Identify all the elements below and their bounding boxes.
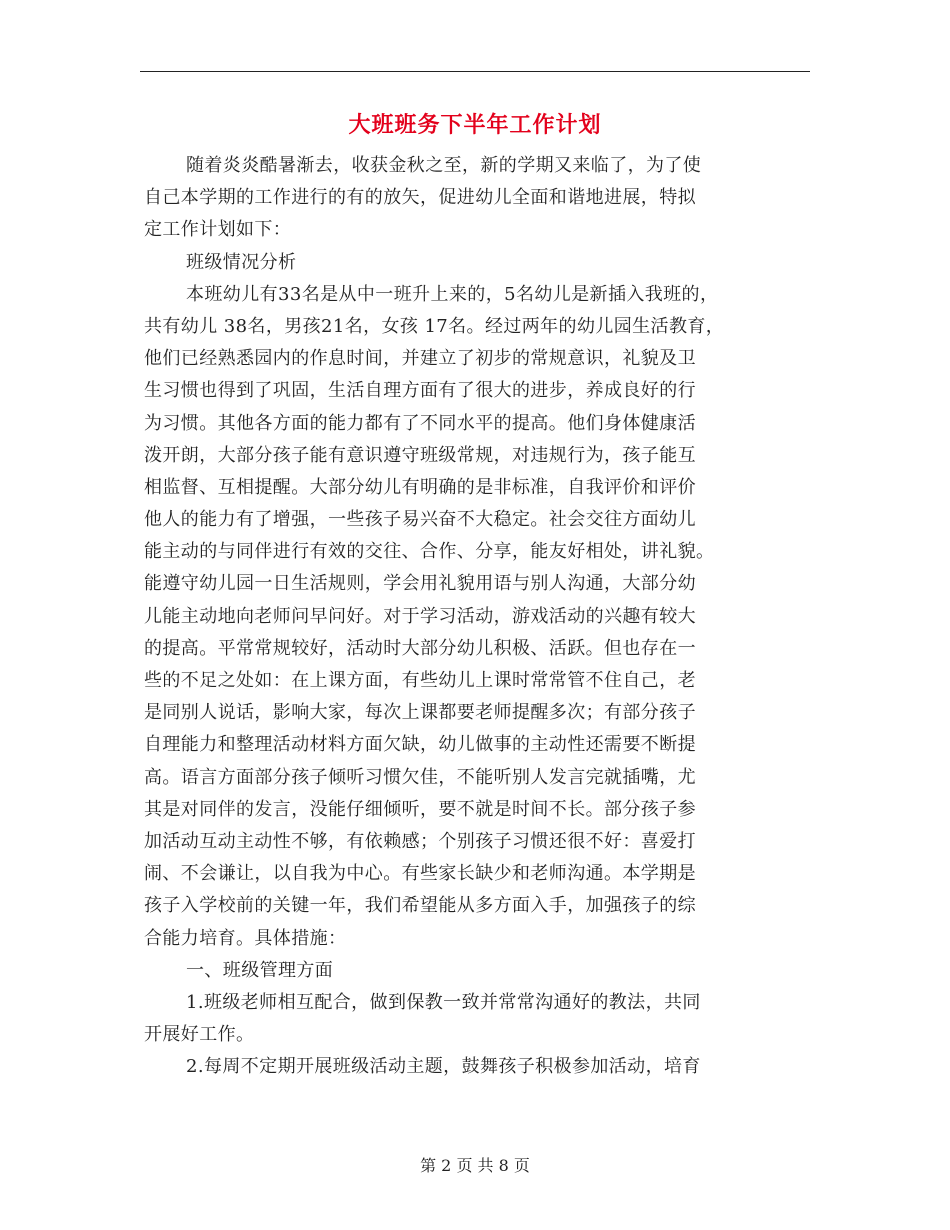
text-line: 的提高。平常常规较好，活动时大部分幼儿积极、活跃。但也存在一	[144, 637, 696, 659]
text-line: 2.每周不定期开展班级活动主题，鼓舞孩子积极参加活动，培育	[186, 1056, 701, 1078]
text-line: 泼开朗，大部分孩子能有意识遵守班级常规，对违规行为，孩子能互	[144, 444, 696, 466]
text-line: 班级情况分析	[186, 251, 297, 273]
text-line: 随着炎炎酷暑渐去，收获金秋之至，新的学期又来临了，为了使	[186, 155, 702, 176]
text-line: 为习惯。其他各方面的能力都有了不同水平的提高。他们身体健康活	[144, 412, 696, 434]
text-line: 生习惯也得到了巩固，生活自理方面有了很大的进步，养成良好的行	[144, 380, 696, 402]
text-line: 相监督、互相提醒。大部分幼儿有明确的是非标准，自我评价和评价	[144, 476, 696, 498]
text-line: 他人的能力有了增强，一些孩子易兴奋不大稳定。社会交往方面幼儿	[144, 509, 696, 531]
text-line: 高。语言方面部分孩子倾听习惯欠佳，不能听别人发言完就插嘴，尤	[144, 766, 696, 788]
text-line: 儿能主动地向老师问早问好。对于学习活动，游戏活动的兴趣有较大	[144, 605, 696, 627]
text-line: 能主动的与同伴进行有效的交往、合作、分享，能友好相处，讲礼貌。	[144, 541, 715, 563]
text-line: 定工作计划如下：	[144, 219, 292, 241]
text-line: 些的不足之处如：在上课方面，有些幼儿上课时常常管不住自己，老	[144, 670, 696, 691]
text-line: 合能力培育。具体措施：	[144, 927, 347, 949]
header-rule	[140, 71, 810, 72]
text-line: 共有幼儿 38名，男孩21名，女孩 17名。经过两年的幼儿园生活教育，	[144, 315, 725, 337]
text-line: 闹、不会谦让，以自我为中心。有些家长缺少和老师沟通。本学期是	[144, 863, 696, 885]
text-line: 自理能力和整理活动材料方面欠缺，幼儿做事的主动性还需要不断提	[144, 734, 696, 756]
text-line: 自己本学期的工作进行的有的放矢，促进幼儿全面和谐地进展，特拟	[144, 187, 696, 209]
document-title: 大班班务下半年工作计划	[348, 112, 602, 138]
text-line: 是同别人说话，影响大家，每次上课都要老师提醒多次；有部分孩子	[144, 702, 696, 724]
text-line: 加活动互动主动性不够，有依赖感；个别孩子习惯还很不好：喜爱打	[144, 830, 696, 852]
text-line: 孩子入学校前的关键一年，我们希望能从多方面入手，加强孩子的综	[144, 895, 696, 917]
text-line: 一、班级管理方面	[186, 959, 334, 981]
text-line: 他们已经熟悉园内的作息时间，并建立了初步的常规意识，礼貌及卫	[144, 348, 696, 370]
text-line: 1.班级老师相互配合，做到保教一致并常常沟通好的教法，共同	[186, 991, 701, 1013]
document-body	[144, 150, 804, 1083]
text-line: 开展好工作。	[144, 1024, 255, 1046]
page-footer: 第 2 页 共 8 页	[420, 1156, 530, 1175]
text-line: 其是对同伴的发言，没能仔细倾听，要不就是时间不长。部分孩子参	[144, 798, 696, 820]
text-line: 本班幼儿有33名是从中一班升上来的，5名幼儿是新插入我班的，	[186, 283, 719, 305]
text-line: 能遵守幼儿园一日生活规则，学会用礼貌用语与别人沟通，大部分幼	[144, 573, 696, 595]
